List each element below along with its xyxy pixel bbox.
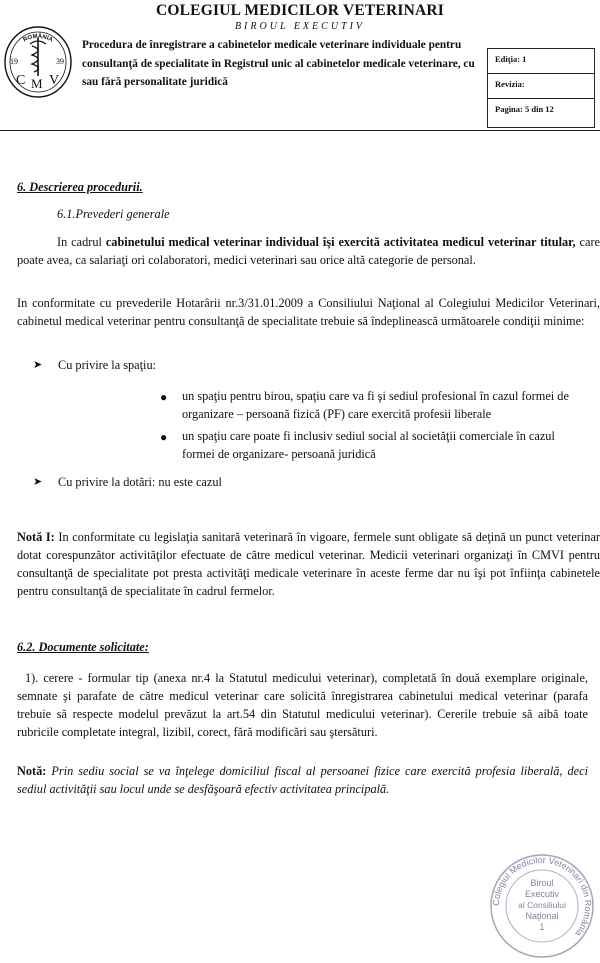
bullet-icon: ● <box>160 430 168 444</box>
space-item: un spaţiu pentru birou, spaţiu care va fi şi sediul profesional în cazul formei de organizare – persoană fizică (PF) care exercită profesii liberale <box>182 389 569 421</box>
caduceus-icon <box>30 38 46 76</box>
edition-field: Ediţia: 1 <box>488 49 594 74</box>
space-item: un spaţiu care poate fi inclusiv sediul social al societăţii comerciale în cazul formei de organizare- persoană juridică <box>182 429 555 461</box>
logo-country-text: ROMÂNIA <box>22 33 54 44</box>
organization-title: COLEGIUL MEDICILOR VETERINARI <box>155 2 445 19</box>
logo-letter-c: C <box>16 73 26 88</box>
section-6-1-title: 6.1.Prevederi generale <box>57 207 170 221</box>
stamp-line: Biroul <box>530 878 554 888</box>
header-divider <box>0 130 600 131</box>
logo-year-left: 19 <box>10 57 18 66</box>
section-6-2-title: 6.2. Documente solicitate: <box>17 640 149 654</box>
revision-field: Revizia: <box>488 74 594 99</box>
logo-letter-v: V <box>49 73 60 88</box>
logo-letter-m: M <box>31 76 43 91</box>
bullet-icon: ● <box>160 390 168 404</box>
procedure-title: Procedura de înregistrare a cabinetelor medicale veterinare individuale pentru consultanţă de specialitate în Registrul unic al cabinetelor medicale veterinare, cu sau fără personalitate juridică <box>82 39 475 88</box>
document-item-1: 1). cerere - formular tip (anexa nr.4 la Statutul medicului veterinar), completată în două exemplare originale, semnate şi parafate de către medicul veterinar care solicită înregistrarea cabinetului medical veterinar (parafa trebuie să respecte modelul prevăzut la art.54 din Statutul medicului veterinar). Cererile trebuie să aibă toate rubricile completate integral, lizibil, corect, fără modificări sau ştersături. <box>17 671 588 739</box>
cmv-logo <box>2 24 74 100</box>
arrow-bullet-icon: ➤ <box>33 359 43 371</box>
stamp-line: Naţional <box>525 911 559 921</box>
arrow-bullet-icon: ➤ <box>33 476 43 488</box>
note-2: Notă: Prin sediu social se va înţelege domiciliul fiscal al persoanei fizice care exercită profesia liberală, deci sediul activităţii sau locul unde se desfăşoară efectiv activitatea principală. <box>17 764 588 796</box>
paragraph-conformity: In conformitate cu prevederile Hotarârii nr.3/31.01.2009 a Consiliului Naţional al Colegiului Medicilor Veterinari, cabinetul medical veterinar pentru consultanţă de specialitate trebuie să îndeplinească următoarele condiţii minime: <box>17 296 600 328</box>
document-info-box <box>487 48 595 128</box>
stamp-line: al Consiliului <box>518 900 566 910</box>
stamp-line: 1 <box>539 922 545 932</box>
list-equipment-label: Cu privire la dotări: nu este cazul <box>58 475 222 489</box>
stamp-ring-text: Colegiul Medicilor Veterinari din România <box>490 854 594 939</box>
note-1: Notă I: In conformitate cu legislaţia sanitară veterinară în vigoare, fermele sunt obligate să deţină un punct veterinar dotat corespunzător activităţilor efectuate de către medicul veterinar. Medicii veterinari organizaţi în CMVI pentru consultanţă de specialitate pot presta activităţi medicale veterinare în aceste ferme dar nu îşi pot înfiinţa cabinetele pentru consultanţă de specialitate în cadrul fermelor. <box>17 530 600 598</box>
stamp-line: Executiv <box>524 889 560 899</box>
page-number-field: Pagina: 5 din 12 <box>495 104 554 114</box>
official-stamp <box>488 852 596 960</box>
logo-year-right: 39 <box>56 57 64 66</box>
paragraph-general: In cadrul cabinetului medical veterinar individual îşi exercită activitatea medicul veterinar titular, care poate avea, ca salariaţi ori colaboratori, medici veterinari sau orice altă categorie de personal. <box>17 235 600 267</box>
section-6-title: 6. Descrierea procedurii. <box>17 180 143 194</box>
department-subtitle: BIROUL EXECUTIV <box>234 21 366 32</box>
list-space-label: Cu privire la spaţiu: <box>58 358 157 372</box>
